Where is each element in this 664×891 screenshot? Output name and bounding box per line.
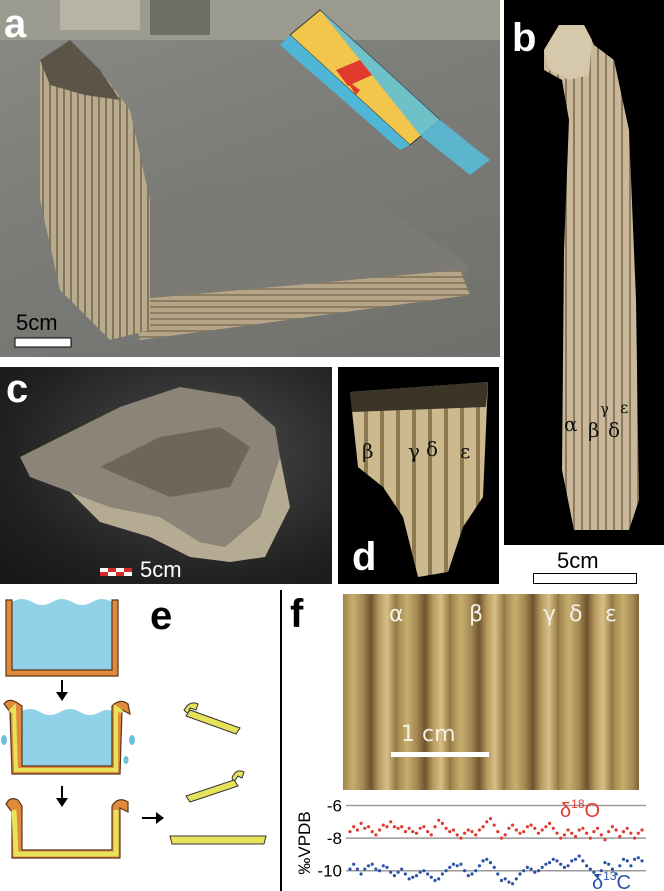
data-point-d18o (585, 832, 588, 835)
panel-d-band-delta: δ (426, 437, 439, 461)
data-point-d18o (459, 837, 462, 840)
data-point-d13c (433, 879, 436, 882)
data-point-d18o (552, 827, 555, 830)
data-point-d13c (537, 869, 540, 872)
data-point-d18o (541, 828, 544, 831)
panel-b-band-alpha: α (564, 412, 578, 436)
series-label-d18o: $\delta^{18}O$ (560, 797, 601, 822)
data-point-d13c (378, 869, 381, 872)
panel-a (0, 0, 500, 357)
data-point-d13c (544, 863, 547, 866)
data-point-d18o (626, 827, 629, 830)
data-point-d18o (504, 833, 507, 836)
data-point-d18o (415, 832, 418, 835)
data-point-d18o (441, 822, 444, 825)
data-point-d13c (504, 877, 507, 880)
series-label-d13c: $\delta^{13}C$ (592, 869, 631, 891)
data-point-d13c (578, 854, 581, 857)
data-point-d18o (348, 830, 351, 833)
data-point-d13c (618, 864, 621, 867)
data-point-d13c (482, 859, 485, 862)
panel-d (338, 367, 499, 584)
data-point-d13c (371, 863, 374, 866)
data-point-d18o (592, 830, 595, 833)
isotope-chart (284, 795, 664, 891)
data-point-d18o (603, 838, 606, 841)
data-point-d13c (426, 872, 429, 875)
data-point-d13c (445, 869, 448, 872)
data-point-d18o (507, 827, 510, 830)
data-point-d13c (603, 861, 606, 864)
data-point-d13c (574, 858, 577, 861)
panel-d-label: d (352, 535, 377, 579)
data-point-d18o (637, 832, 640, 835)
panel-f-photo (343, 594, 639, 790)
data-point-d18o (548, 822, 551, 825)
data-point-d18o (397, 827, 400, 830)
data-point-d18o (382, 824, 385, 827)
data-point-d18o (389, 820, 392, 823)
panel-b-scalebar (533, 573, 637, 584)
data-point-d18o (352, 825, 355, 828)
data-point-d13c (437, 877, 440, 880)
panel-f-band-delta: δ (569, 602, 583, 627)
data-point-d13c (356, 868, 359, 871)
data-point-d13c (555, 859, 558, 862)
panel-c-scale-label: 5cm (140, 557, 182, 582)
data-point-d18o (426, 830, 429, 833)
data-point-d18o (378, 828, 381, 831)
data-point-d18o (563, 833, 566, 836)
data-point-d13c (348, 868, 351, 871)
data-point-d18o (559, 837, 562, 840)
data-point-d13c (397, 871, 400, 874)
data-point-d18o (500, 837, 503, 840)
data-point-d18o (482, 825, 485, 828)
data-point-d13c (367, 864, 370, 867)
data-point-d13c (374, 868, 377, 871)
data-point-d13c (496, 872, 499, 875)
panel-b-band-beta: β (588, 418, 600, 442)
data-point-d13c (441, 872, 444, 875)
data-point-d13c (570, 859, 573, 862)
data-point-d13c (637, 856, 640, 859)
data-point-d18o (360, 822, 363, 825)
panel-f-scalebar (391, 752, 489, 757)
data-point-d13c (526, 866, 529, 869)
data-point-d18o (456, 833, 459, 836)
y-tick-layer (317, 797, 342, 881)
data-point-d18o (430, 833, 433, 836)
data-point-d13c (581, 859, 584, 862)
data-point-d18o (511, 824, 514, 827)
data-point-d18o (622, 830, 625, 833)
panel-f-band-gamma: γ (543, 602, 557, 627)
data-point-d18o (408, 827, 411, 830)
data-point-d13c (422, 869, 425, 872)
data-point-d13c (408, 877, 411, 880)
data-point-d13c (622, 858, 625, 861)
panel-d-band-beta: β (362, 439, 374, 463)
data-point-d13c (474, 869, 477, 872)
panel-a-label: a (4, 2, 27, 46)
data-point-d13c (629, 864, 632, 867)
data-point-d18o (404, 830, 407, 833)
data-point-d13c (385, 866, 388, 869)
data-point-d18o (618, 835, 621, 838)
data-point-d18o (537, 832, 540, 835)
panel-b-band-delta: δ (608, 418, 621, 442)
panel-c (0, 367, 332, 584)
data-point-d18o (611, 825, 614, 828)
data-point-d18o (633, 837, 636, 840)
y-tick-label: -6 (326, 796, 342, 816)
data-point-d13c (404, 872, 407, 875)
data-point-d13c (530, 868, 533, 871)
data-point-d18o (555, 832, 558, 835)
data-point-d18o (356, 828, 359, 831)
data-point-d18o (526, 825, 529, 828)
data-point-d18o (574, 835, 577, 838)
y-tick-label: -10 (317, 861, 342, 881)
data-point-d13c (456, 864, 459, 867)
data-point-d13c (430, 876, 433, 879)
panel-c-label: c (6, 367, 29, 411)
panel-b-scale-label: 5cm (557, 548, 599, 573)
panel-f-scale-label: 1 cm (401, 722, 456, 747)
data-point-d18o (515, 828, 518, 831)
data-point-d18o (367, 825, 370, 828)
data-point-d13c (493, 866, 496, 869)
data-point-d13c (552, 858, 555, 861)
data-point-d13c (515, 877, 518, 880)
data-point-d18o (445, 827, 448, 830)
data-point-d18o (400, 825, 403, 828)
data-point-d13c (518, 872, 521, 875)
data-point-d13c (585, 864, 588, 867)
data-point-d18o (496, 830, 499, 833)
data-point-d18o (385, 825, 388, 828)
grid-layer (346, 806, 646, 871)
data-point-d18o (452, 828, 455, 831)
data-point-d18o (419, 827, 422, 830)
panel-c-photo (0, 367, 332, 584)
data-point-d13c (463, 869, 466, 872)
data-point-d18o (470, 830, 473, 833)
panel-e (0, 590, 280, 891)
data-point-d13c (393, 874, 396, 877)
data-point-d13c (419, 871, 422, 874)
data-point-d13c (470, 872, 473, 875)
data-point-d18o (607, 830, 610, 833)
data-point-d13c (626, 859, 629, 862)
data-point-d18o (629, 832, 632, 835)
data-point-d13c (489, 861, 492, 864)
data-point-d18o (533, 827, 536, 830)
data-point-d13c (363, 868, 366, 871)
data-point-d13c (448, 866, 451, 869)
data-point-d13c (507, 881, 510, 884)
y-tick-label: -8 (326, 829, 342, 849)
data-point-d18o (518, 832, 521, 835)
panel-f-band-beta: β (469, 602, 484, 627)
data-point-d13c (589, 868, 592, 871)
panel-b-band-epsilon: ε (620, 398, 629, 417)
panel-d-band-gamma: γ (408, 439, 420, 463)
data-point-d18o (433, 825, 436, 828)
data-point-d18o (544, 825, 547, 828)
data-point-d13c (522, 869, 525, 872)
data-point-d13c (533, 871, 536, 874)
data-point-d18o (478, 828, 481, 831)
data-point-d13c (478, 864, 481, 867)
data-point-d13c (633, 858, 636, 861)
data-point-d18o (581, 827, 584, 830)
data-point-d18o (489, 817, 492, 820)
panel-divider (280, 590, 282, 891)
data-point-d13c (559, 863, 562, 866)
data-point-d13c (467, 874, 470, 877)
data-point-d13c (360, 872, 363, 875)
data-point-d18o (437, 819, 440, 822)
panel-e-label: e (150, 594, 173, 638)
data-point-d18o (600, 833, 603, 836)
data-point-d18o (371, 830, 374, 833)
y-axis-label: ‰VPDB (295, 811, 314, 875)
data-point-d13c (500, 879, 503, 882)
data-point-d13c (415, 874, 418, 877)
data-point-d18o (393, 825, 396, 828)
panel-b-photo (504, 0, 664, 545)
data-point-d18o (411, 830, 414, 833)
data-point-d13c (459, 863, 462, 866)
data-point-d13c (548, 861, 551, 864)
panel-f-band-alpha: α (389, 602, 404, 627)
data-point-d18o (530, 824, 533, 827)
data-point-d18o (640, 828, 643, 831)
data-point-d13c (452, 863, 455, 866)
panel-d-band-epsilon: ε (460, 439, 471, 463)
data-point-d18o (474, 833, 477, 836)
data-point-d13c (389, 871, 392, 874)
panel-a-scale-label: 5cm (16, 310, 58, 335)
data-point-d18o (374, 833, 377, 836)
data-point-d13c (411, 876, 414, 879)
data-point-d13c (607, 863, 610, 866)
panel-f-band-epsilon: ε (605, 602, 617, 627)
data-point-d18o (615, 828, 618, 831)
data-point-d13c (640, 859, 643, 862)
data-point-d18o (567, 828, 570, 831)
panel-e-diagram (0, 590, 280, 891)
data-point-d18o (570, 832, 573, 835)
panel-b-label: b (512, 16, 537, 60)
data-point-d18o (493, 824, 496, 827)
data-point-d13c (567, 864, 570, 867)
data-point-d13c (382, 864, 385, 867)
data-point-d13c (511, 882, 514, 885)
data-point-d13c (352, 863, 355, 866)
data-point-d18o (596, 827, 599, 830)
data-point-d18o (522, 830, 525, 833)
data-point-d18o (448, 830, 451, 833)
data-point-d18o (578, 828, 581, 831)
data-point-d18o (589, 837, 592, 840)
data-point-d13c (563, 866, 566, 869)
data-point-d18o (485, 820, 488, 823)
data-point-d13c (485, 858, 488, 861)
panel-b-band-gamma: γ (600, 400, 609, 418)
panel-a-photo (0, 0, 500, 357)
data-point-d18o (463, 832, 466, 835)
data-point-d13c (400, 868, 403, 871)
panel-b (504, 0, 664, 545)
data-point-d13c (541, 866, 544, 869)
data-point-d18o (422, 825, 425, 828)
data-point-d18o (467, 828, 470, 831)
panel-f-label: f (290, 592, 304, 636)
data-point-d18o (363, 827, 366, 830)
